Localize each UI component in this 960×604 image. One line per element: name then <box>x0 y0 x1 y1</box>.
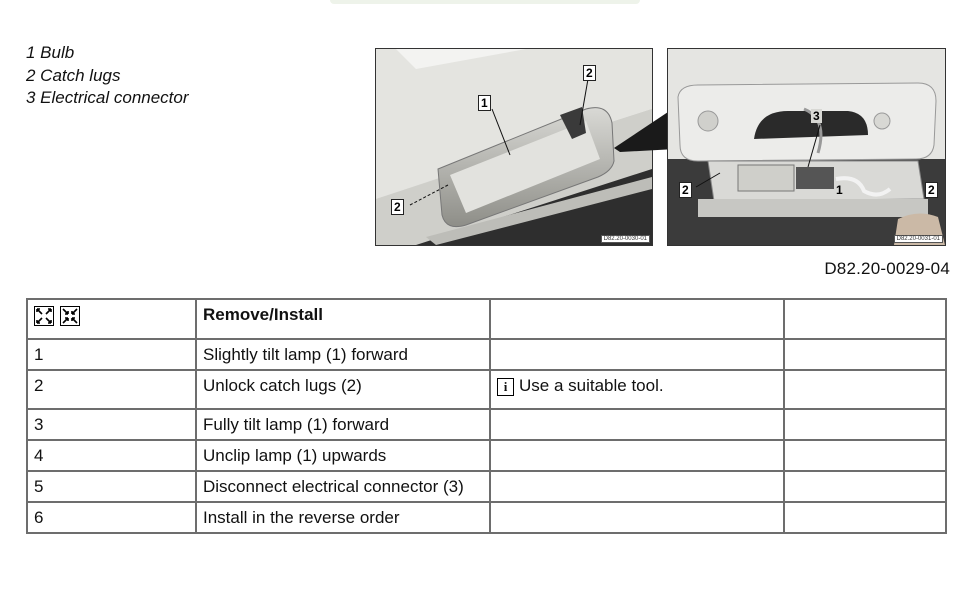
table-row <box>27 471 946 502</box>
header-icons-cell <box>27 299 196 339</box>
step-note <box>490 502 784 533</box>
step-action: Unlock catch lugs (2) <box>196 370 490 409</box>
callout-catch-lug-top: 2 <box>583 65 596 81</box>
legend-item-bulb: 1 Bulb <box>26 43 75 62</box>
step-note <box>490 339 784 370</box>
table-row <box>27 440 946 471</box>
lamp-installed-photo <box>375 48 653 246</box>
step-action: Slightly tilt lamp (1) forward <box>196 339 490 370</box>
install-icon <box>60 306 80 326</box>
procedure-table <box>26 298 947 534</box>
step-extra <box>784 370 946 409</box>
step-number: 3 <box>27 409 196 440</box>
callout-bulb: 1 <box>836 183 843 197</box>
step-action: Fully tilt lamp (1) forward <box>196 409 490 440</box>
callout-catch-lug-left: 2 <box>679 182 692 198</box>
step-note <box>490 440 784 471</box>
step-note-text: Use a suitable tool. <box>519 376 664 395</box>
table-row <box>27 339 946 370</box>
callout-catch-lug-right: 2 <box>925 182 938 198</box>
figure-legend <box>26 42 189 110</box>
step-action: Install in the reverse order <box>196 502 490 533</box>
legend-item-catch-lugs: 2 Catch lugs <box>26 65 121 85</box>
step-note <box>490 370 784 409</box>
right-photo-code: D82.20-0031-01 <box>894 235 943 243</box>
step-note <box>490 409 784 440</box>
step-number: 1 <box>27 339 196 370</box>
step-action: Disconnect electrical connector (3) <box>196 471 490 502</box>
lamp-removed-illustration <box>668 49 945 245</box>
step-number: 4 <box>27 440 196 471</box>
header-note-cell <box>490 299 784 339</box>
step-number: 5 <box>27 471 196 502</box>
lamp-removed-photo <box>667 48 946 246</box>
step-extra <box>784 502 946 533</box>
step-extra <box>784 339 946 370</box>
info-icon: i <box>497 378 514 396</box>
callout-catch-lug-left: 2 <box>391 199 404 215</box>
step-action: Unclip lamp (1) upwards <box>196 440 490 471</box>
step-extra <box>784 471 946 502</box>
step-note <box>490 471 784 502</box>
callout-electrical-connector: 3 <box>813 109 820 123</box>
top-edge-highlight <box>330 0 640 4</box>
left-photo-code: D82.20-0030-01 <box>601 235 650 243</box>
step-number: 2 <box>27 370 196 409</box>
table-row <box>27 370 946 409</box>
table-row <box>27 502 946 533</box>
header-extra-cell <box>784 299 946 339</box>
step-extra <box>784 440 946 471</box>
remove-icon <box>34 306 54 326</box>
header-title: Remove/Install <box>196 299 490 339</box>
step-number: 6 <box>27 502 196 533</box>
legend-item-electrical-connector: 3 Electrical connector <box>26 88 189 107</box>
step-extra <box>784 409 946 440</box>
lamp-installed-illustration <box>376 49 652 245</box>
figure-reference-id: D82.20-0029-04 <box>824 259 950 278</box>
table-header-row <box>27 299 946 339</box>
table-row <box>27 409 946 440</box>
callout-bulb: 1 <box>478 95 491 111</box>
